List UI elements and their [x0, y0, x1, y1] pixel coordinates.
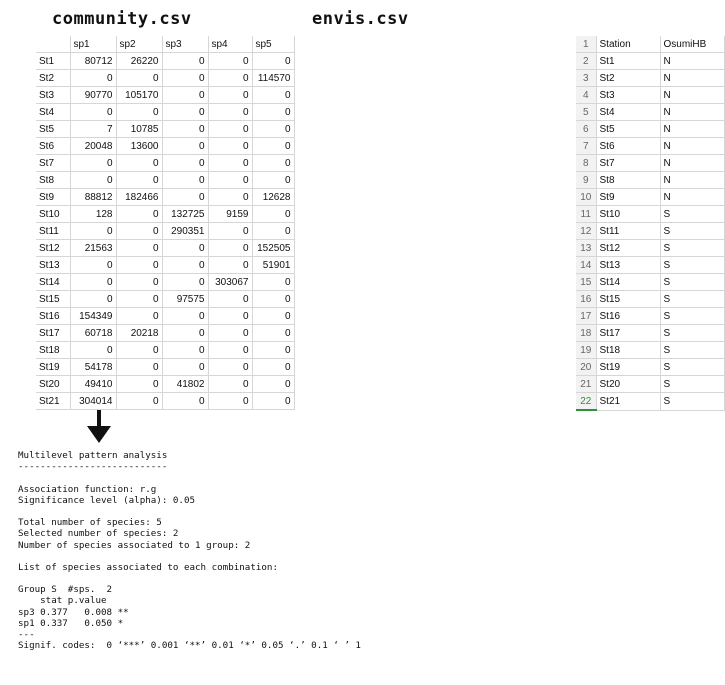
table-cell[interactable]: 20048	[70, 138, 116, 155]
table-cell[interactable]: 54178	[70, 359, 116, 376]
table-cell[interactable]: St16	[596, 308, 660, 325]
table-cell[interactable]: 0	[70, 257, 116, 274]
table-cell[interactable]: 132725	[162, 206, 208, 223]
table-cell[interactable]: 0	[208, 138, 252, 155]
table-cell[interactable]: 0	[252, 376, 294, 393]
table-cell[interactable]: 0	[208, 53, 252, 70]
table-cell[interactable]: St5	[596, 121, 660, 138]
table-cell[interactable]: St15	[596, 291, 660, 308]
console-line: ---------------------------	[18, 461, 168, 473]
table-cell[interactable]: 1	[576, 36, 596, 53]
table-cell[interactable]: 49410	[70, 376, 116, 393]
table-cell[interactable]: 21563	[70, 240, 116, 257]
table-cell[interactable]: 0	[116, 291, 162, 308]
table-cell[interactable]: 0	[162, 121, 208, 138]
table-cell[interactable]: 4	[576, 87, 596, 104]
table-cell[interactable]: St21	[596, 393, 660, 411]
table-cell[interactable]: 0	[208, 308, 252, 325]
table-cell[interactable]: 0	[208, 172, 252, 189]
table-cell[interactable]: 0	[208, 257, 252, 274]
table-cell[interactable]: 0	[162, 189, 208, 206]
table-row	[36, 138, 294, 155]
table-cell[interactable]: S	[660, 274, 724, 291]
table-cell[interactable]: 3	[576, 70, 596, 87]
table-cell[interactable]: sp4	[208, 36, 252, 53]
table-cell[interactable]: 0	[208, 223, 252, 240]
table-cell[interactable]: 7	[576, 138, 596, 155]
table-row	[576, 376, 724, 393]
table-cell[interactable]: 0	[208, 359, 252, 376]
table-cell[interactable]: 105170	[116, 87, 162, 104]
table-cell[interactable]: N	[660, 189, 724, 206]
table-cell[interactable]: 0	[208, 291, 252, 308]
table-cell[interactable]: 51901	[252, 257, 294, 274]
table-cell[interactable]: 114570	[252, 70, 294, 87]
community-sheet-viewport	[18, 36, 291, 407]
table-cell[interactable]: 0	[252, 53, 294, 70]
table-cell[interactable]: St9	[36, 189, 70, 206]
table-cell[interactable]: 22	[576, 393, 596, 411]
table-row	[36, 53, 294, 70]
table-cell[interactable]: 0	[208, 121, 252, 138]
console-line: sp3 0.377 0.008 **	[18, 606, 129, 618]
table-cell[interactable]: 0	[162, 104, 208, 121]
table-cell[interactable]: 20218	[116, 325, 162, 342]
table-cell[interactable]: 152505	[252, 240, 294, 257]
table-cell[interactable]: 0	[116, 274, 162, 291]
table-cell[interactable]: 0	[252, 104, 294, 121]
table-cell[interactable]: 0	[162, 155, 208, 172]
table-cell[interactable]: 0	[116, 342, 162, 359]
table-cell[interactable]: N	[660, 155, 724, 172]
table-cell[interactable]: St15	[36, 291, 70, 308]
table-cell[interactable]: 0	[208, 240, 252, 257]
table-cell[interactable]: 18	[576, 325, 596, 342]
table-cell[interactable]: S	[660, 359, 724, 376]
table-cell[interactable]: 0	[162, 308, 208, 325]
table-cell[interactable]: St4	[36, 104, 70, 121]
table-cell[interactable]: St3	[36, 87, 70, 104]
table-cell[interactable]: 0	[252, 121, 294, 138]
table-cell[interactable]: 0	[162, 172, 208, 189]
table-cell[interactable]: 17	[576, 308, 596, 325]
table-cell[interactable]: St17	[36, 325, 70, 342]
console-line: Association function: r.g	[18, 483, 157, 495]
table-cell[interactable]: St14	[596, 274, 660, 291]
table-cell[interactable]: St13	[596, 257, 660, 274]
table-cell[interactable]: 0	[252, 223, 294, 240]
table-cell[interactable]: N	[660, 104, 724, 121]
table-cell[interactable]: 13600	[116, 138, 162, 155]
table-cell[interactable]: OsumiHB	[660, 36, 724, 53]
table-cell[interactable]: St8	[596, 172, 660, 189]
envis-table	[576, 36, 725, 411]
table-cell[interactable]: 0	[70, 104, 116, 121]
table-cell[interactable]: St3	[596, 87, 660, 104]
table-cell[interactable]: sp2	[116, 36, 162, 53]
table-cell[interactable]: 13	[576, 240, 596, 257]
table-cell[interactable]: 0	[208, 155, 252, 172]
table-cell[interactable]: Station	[596, 36, 660, 53]
table-row	[576, 393, 724, 411]
table-row	[36, 87, 294, 104]
table-cell[interactable]: 10785	[116, 121, 162, 138]
table-cell[interactable]: St11	[36, 223, 70, 240]
envis-csv-title: envis.csv	[312, 9, 409, 29]
table-row	[36, 291, 294, 308]
table-cell[interactable]: 0	[116, 393, 162, 410]
table-row	[576, 257, 724, 274]
table-row	[36, 121, 294, 138]
table-row	[36, 274, 294, 291]
table-cell[interactable]: St20	[36, 376, 70, 393]
table-cell[interactable]: 303067	[208, 274, 252, 291]
table-cell[interactable]: St12	[36, 240, 70, 257]
table-row	[576, 87, 724, 104]
table-cell[interactable]	[36, 36, 70, 53]
table-cell[interactable]: St20	[596, 376, 660, 393]
table-cell[interactable]: St17	[596, 325, 660, 342]
table-cell[interactable]: 128	[70, 206, 116, 223]
table-cell[interactable]: N	[660, 87, 724, 104]
table-cell[interactable]: St8	[36, 172, 70, 189]
table-row	[36, 359, 294, 376]
table-cell[interactable]: St11	[596, 223, 660, 240]
table-cell[interactable]: St18	[596, 342, 660, 359]
table-cell[interactable]: N	[660, 172, 724, 189]
console-line	[18, 573, 361, 584]
table-cell[interactable]: 154349	[70, 308, 116, 325]
table-cell[interactable]: St10	[36, 206, 70, 223]
table-cell[interactable]: 0	[116, 70, 162, 87]
table-cell[interactable]: 20	[576, 359, 596, 376]
table-cell[interactable]: 0	[208, 342, 252, 359]
table-cell[interactable]: 0	[116, 155, 162, 172]
table-cell[interactable]: 0	[252, 342, 294, 359]
table-cell[interactable]: 60718	[70, 325, 116, 342]
community-table	[36, 36, 295, 410]
table-cell[interactable]: 0	[252, 274, 294, 291]
table-row	[576, 70, 724, 87]
table-row	[576, 223, 724, 240]
console-line	[18, 551, 361, 562]
table-row	[36, 206, 294, 223]
table-cell[interactable]: 0	[208, 393, 252, 410]
table-row	[36, 240, 294, 257]
table-row	[36, 172, 294, 189]
table-cell[interactable]: S	[660, 308, 724, 325]
down-arrow-icon	[84, 410, 114, 444]
table-row	[36, 325, 294, 342]
table-cell[interactable]: 12	[576, 223, 596, 240]
console-line: Significance level (alpha): 0.05	[18, 494, 196, 506]
table-cell[interactable]: 0	[162, 257, 208, 274]
table-row	[36, 308, 294, 325]
table-row	[576, 138, 724, 155]
table-row	[36, 257, 294, 274]
table-row	[576, 121, 724, 138]
table-cell[interactable]: 0	[162, 240, 208, 257]
table-cell[interactable]: sp5	[252, 36, 294, 53]
table-row	[576, 240, 724, 257]
table-cell[interactable]: St14	[36, 274, 70, 291]
table-row	[36, 342, 294, 359]
table-cell[interactable]: 0	[208, 87, 252, 104]
console-line	[18, 506, 361, 517]
table-cell[interactable]: St12	[596, 240, 660, 257]
table-row	[576, 274, 724, 291]
community-csv-title: community.csv	[52, 9, 192, 29]
table-row	[576, 155, 724, 172]
table-row	[576, 308, 724, 325]
table-cell[interactable]: St19	[596, 359, 660, 376]
table-cell[interactable]: 97575	[162, 291, 208, 308]
table-cell[interactable]: St13	[36, 257, 70, 274]
table-cell[interactable]: St19	[36, 359, 70, 376]
table-cell[interactable]: 41802	[162, 376, 208, 393]
table-cell[interactable]: N	[660, 121, 724, 138]
table-cell[interactable]: 0	[116, 240, 162, 257]
table-cell[interactable]: S	[660, 223, 724, 240]
table-cell[interactable]: 0	[162, 70, 208, 87]
table-cell[interactable]: St7	[36, 155, 70, 172]
table-cell[interactable]: St2	[36, 70, 70, 87]
console-line: Selected number of species: 2	[18, 528, 179, 540]
table-cell[interactable]: S	[660, 376, 724, 393]
table-cell[interactable]: St6	[36, 138, 70, 155]
table-cell[interactable]: S	[660, 291, 724, 308]
table-cell[interactable]: 15	[576, 274, 596, 291]
console-line: stat p.value	[18, 595, 107, 607]
console-line: Group S #sps. 2	[18, 584, 113, 596]
table-cell[interactable]: 0	[162, 342, 208, 359]
table-cell[interactable]: 0	[208, 325, 252, 342]
table-cell[interactable]: 19	[576, 342, 596, 359]
table-row	[576, 206, 724, 223]
table-cell[interactable]: 16	[576, 291, 596, 308]
table-cell[interactable]: 9	[576, 172, 596, 189]
table-cell[interactable]: 0	[116, 223, 162, 240]
table-cell[interactable]: 0	[208, 104, 252, 121]
table-cell[interactable]: S	[660, 393, 724, 411]
table-cell[interactable]: 0	[116, 104, 162, 121]
table-cell[interactable]: 290351	[162, 223, 208, 240]
table-cell[interactable]: 0	[252, 87, 294, 104]
table-cell[interactable]: 0	[70, 155, 116, 172]
table-cell[interactable]: 0	[252, 308, 294, 325]
header-row	[576, 36, 724, 53]
console-line	[18, 472, 361, 483]
table-cell[interactable]: 0	[252, 155, 294, 172]
table-cell[interactable]: 10	[576, 189, 596, 206]
table-cell[interactable]: 0	[162, 87, 208, 104]
table-cell[interactable]: 0	[116, 206, 162, 223]
console-line: ---	[18, 629, 35, 640]
table-cell[interactable]: St4	[596, 104, 660, 121]
table-cell[interactable]: 0	[70, 274, 116, 291]
table-row	[576, 291, 724, 308]
table-row	[576, 104, 724, 121]
table-cell[interactable]: St21	[36, 393, 70, 410]
envis-sheet-viewport	[288, 36, 707, 407]
table-cell[interactable]: 304014	[70, 393, 116, 410]
console-line: List of species associated to each combination:	[18, 561, 278, 573]
table-cell[interactable]: 0	[70, 291, 116, 308]
table-cell[interactable]: 0	[252, 393, 294, 410]
table-cell[interactable]: 12628	[252, 189, 294, 206]
table-cell[interactable]: 0	[252, 325, 294, 342]
table-cell[interactable]: 7	[70, 121, 116, 138]
console-line: Multilevel pattern analysis	[18, 450, 168, 461]
table-cell[interactable]: 0	[252, 172, 294, 189]
table-cell[interactable]: 0	[116, 376, 162, 393]
table-cell[interactable]: 0	[116, 308, 162, 325]
table-row	[36, 189, 294, 206]
table-cell[interactable]: N	[660, 53, 724, 70]
table-cell[interactable]: 14	[576, 257, 596, 274]
table-cell[interactable]: St6	[596, 138, 660, 155]
table-cell[interactable]: St2	[596, 70, 660, 87]
table-cell[interactable]: 21	[576, 376, 596, 393]
table-cell[interactable]: 0	[252, 291, 294, 308]
table-cell[interactable]: 11	[576, 206, 596, 223]
table-cell[interactable]: 0	[162, 325, 208, 342]
table-row	[576, 189, 724, 206]
table-cell[interactable]: 0	[208, 70, 252, 87]
table-cell[interactable]: St18	[36, 342, 70, 359]
table-cell[interactable]: 9159	[208, 206, 252, 223]
table-cell[interactable]: N	[660, 70, 724, 87]
table-cell[interactable]: sp3	[162, 36, 208, 53]
console-line: Number of species associated to 1 group: 2	[18, 539, 251, 551]
header-row	[36, 36, 294, 53]
table-cell[interactable]: S	[660, 342, 724, 359]
table-cell[interactable]: 8	[576, 155, 596, 172]
table-row	[36, 376, 294, 393]
table-cell[interactable]: 6	[576, 121, 596, 138]
table-cell[interactable]: 0	[252, 359, 294, 376]
table-cell[interactable]: 0	[70, 172, 116, 189]
table-cell[interactable]: St10	[596, 206, 660, 223]
table-cell[interactable]: 0	[162, 393, 208, 410]
table-cell[interactable]: St9	[596, 189, 660, 206]
table-row	[576, 172, 724, 189]
table-row	[576, 53, 724, 70]
table-cell[interactable]: 0	[116, 172, 162, 189]
table-cell[interactable]: 0	[162, 359, 208, 376]
table-cell[interactable]: 0	[116, 257, 162, 274]
table-cell[interactable]: 80712	[70, 53, 116, 70]
table-row	[576, 359, 724, 376]
table-row	[36, 104, 294, 121]
table-row	[36, 155, 294, 172]
table-row	[36, 393, 294, 410]
table-cell[interactable]: 0	[208, 189, 252, 206]
table-cell[interactable]: 0	[70, 342, 116, 359]
table-cell[interactable]: 0	[116, 359, 162, 376]
table-cell[interactable]: 0	[208, 376, 252, 393]
table-cell[interactable]: S	[660, 257, 724, 274]
table-row	[36, 70, 294, 87]
table-cell[interactable]: 0	[162, 274, 208, 291]
table-cell[interactable]: St7	[596, 155, 660, 172]
table-cell[interactable]: St5	[36, 121, 70, 138]
table-cell[interactable]: 182466	[116, 189, 162, 206]
table-cell[interactable]: 90770	[70, 87, 116, 104]
table-cell[interactable]: sp1	[70, 36, 116, 53]
table-cell[interactable]: S	[660, 240, 724, 257]
table-cell[interactable]: S	[660, 206, 724, 223]
console-line: Signif. codes: 0 ‘***’ 0.001 ‘**’ 0.01 ‘*’ 0.05 ‘.’ 0.1 ‘ ’ 1	[18, 640, 361, 652]
table-cell[interactable]: St1	[596, 53, 660, 70]
r-console-output	[18, 450, 361, 651]
table-cell[interactable]: 88812	[70, 189, 116, 206]
console-line: Total number of species: 5	[18, 517, 162, 529]
console-line: sp1 0.337 0.050 *	[18, 617, 124, 629]
table-row	[36, 223, 294, 240]
table-cell[interactable]: 0	[70, 223, 116, 240]
table-cell[interactable]: 5	[576, 104, 596, 121]
table-cell[interactable]: 0	[162, 53, 208, 70]
table-cell[interactable]: St16	[36, 308, 70, 325]
table-cell[interactable]: N	[660, 138, 724, 155]
table-cell[interactable]: 26220	[116, 53, 162, 70]
table-cell[interactable]: 0	[162, 138, 208, 155]
table-cell[interactable]: 0	[252, 138, 294, 155]
table-row	[576, 342, 724, 359]
table-cell[interactable]: S	[660, 325, 724, 342]
table-cell[interactable]: 0	[70, 70, 116, 87]
table-cell[interactable]: 2	[576, 53, 596, 70]
table-row	[576, 325, 724, 342]
table-cell[interactable]: St1	[36, 53, 70, 70]
table-cell[interactable]: 0	[252, 206, 294, 223]
